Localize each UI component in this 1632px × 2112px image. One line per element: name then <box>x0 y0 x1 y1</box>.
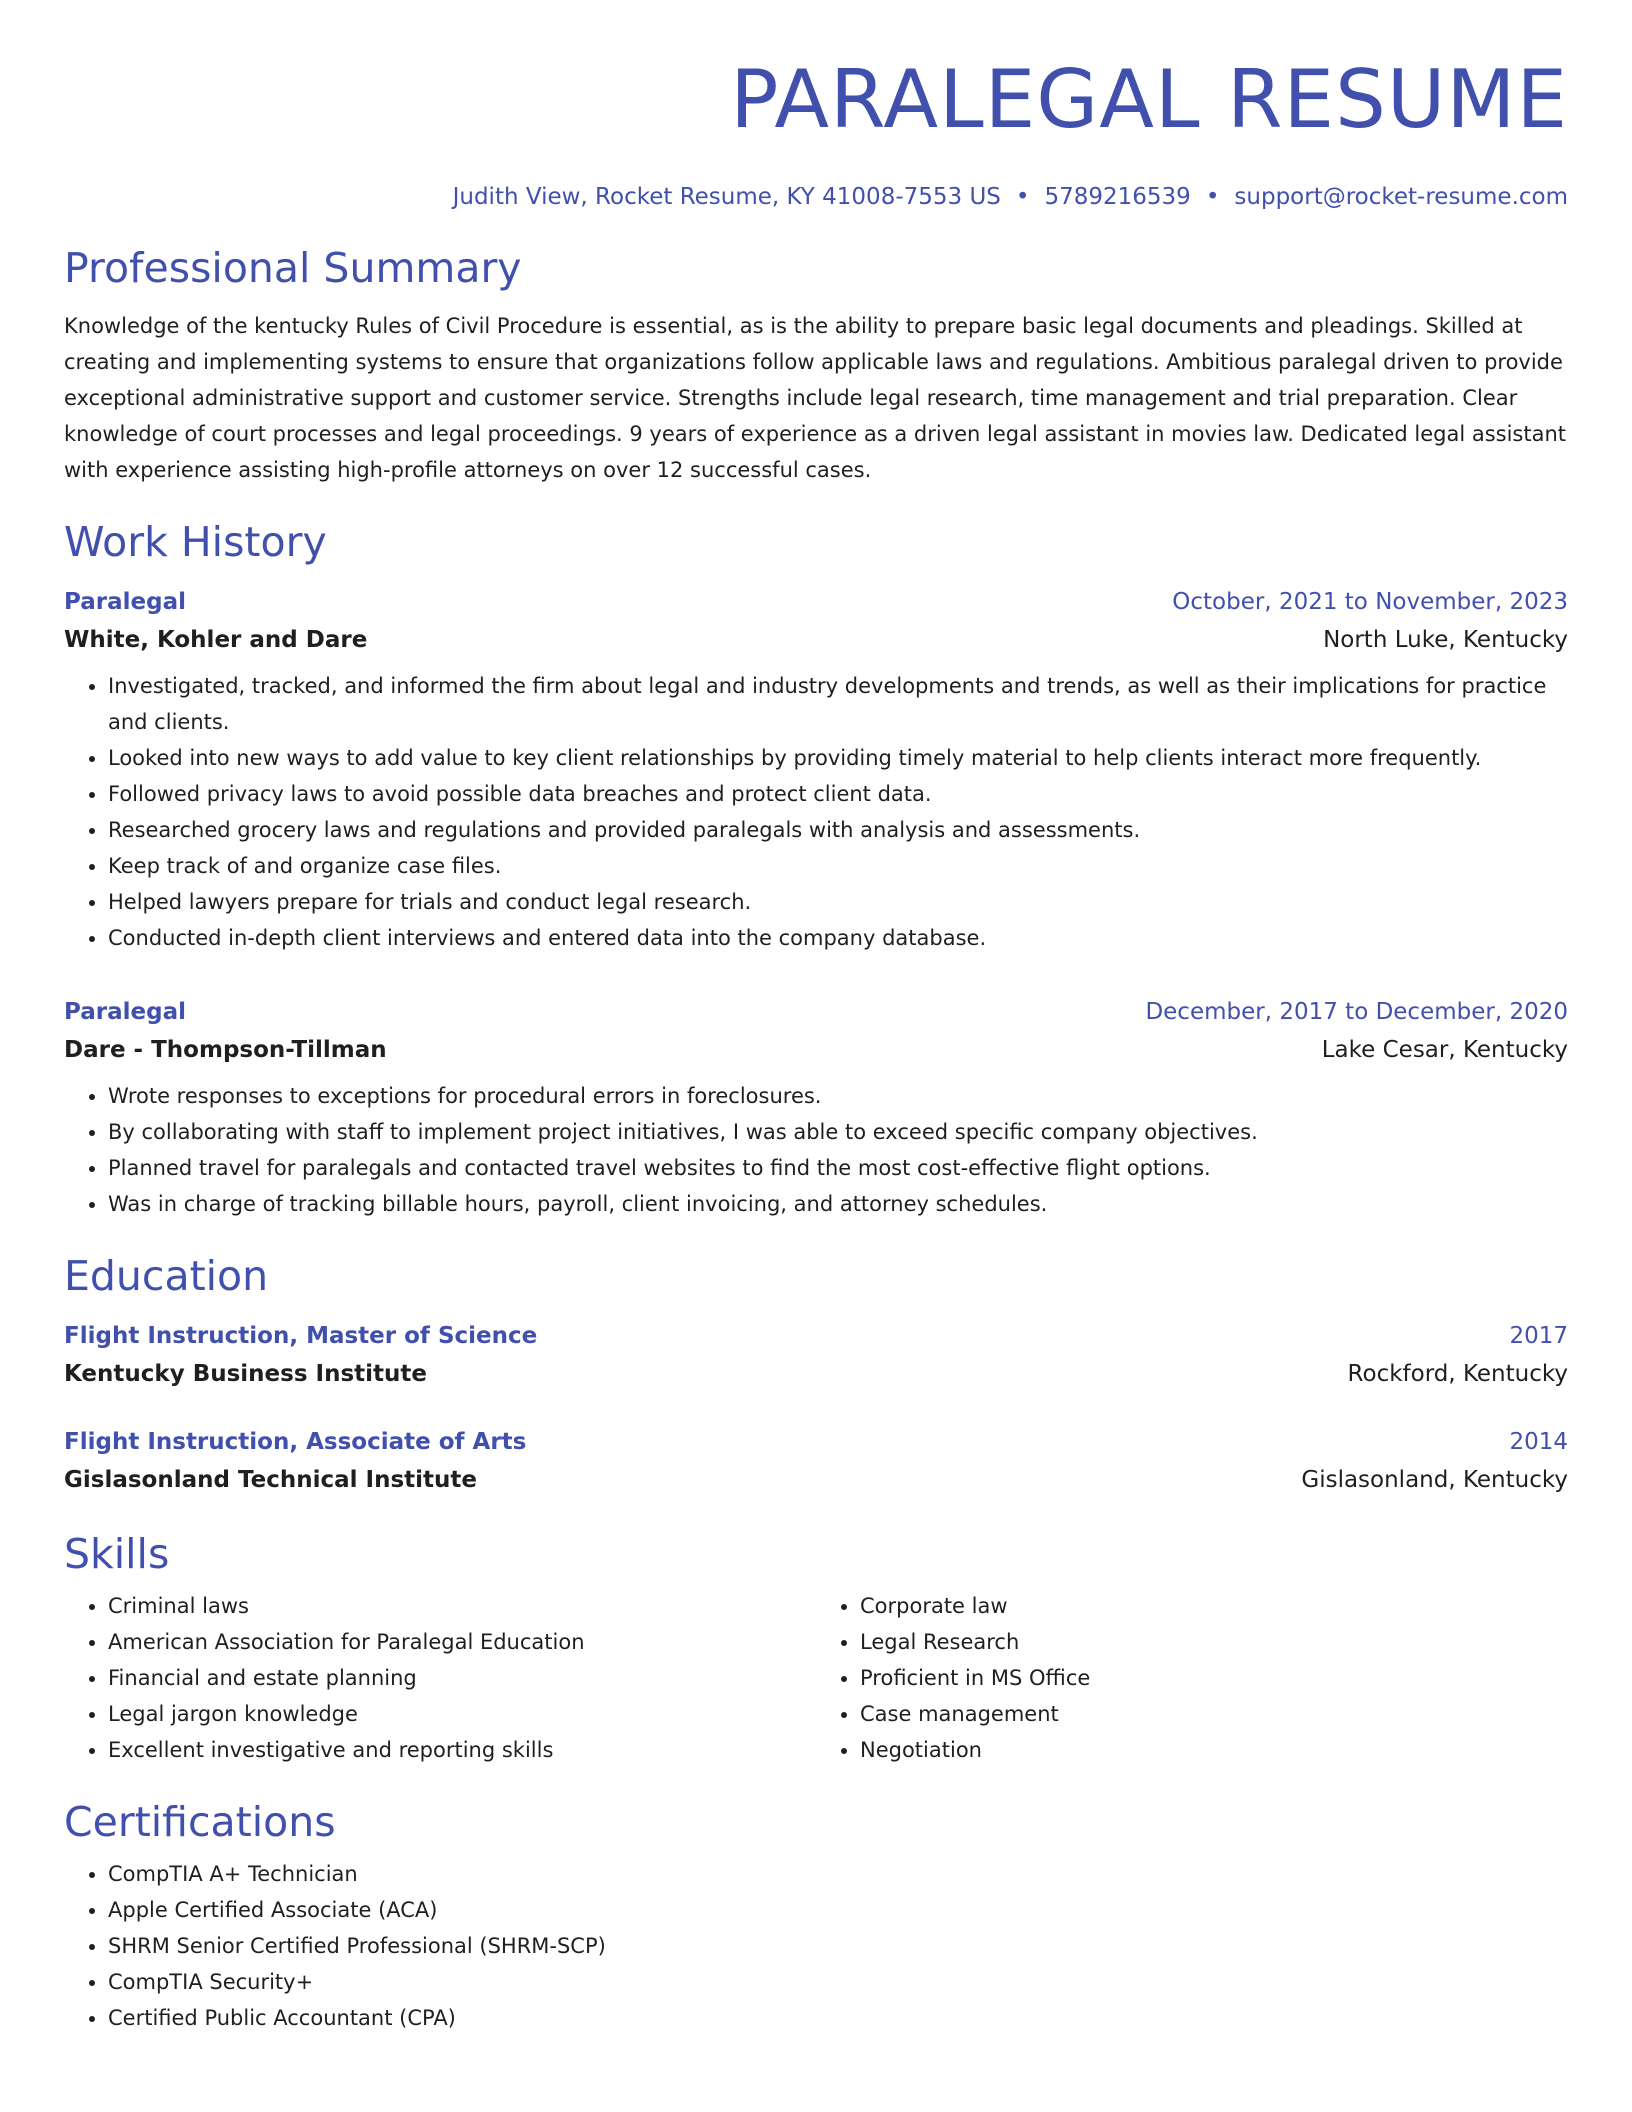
skill-item: • Case management <box>860 1696 1568 1732</box>
certification-item: • CompTIA Security+ <box>108 1964 1568 2000</box>
job-bullet: • Researched grocery laws and regulations and provided paralegals with analysis and assessments. <box>108 812 1568 848</box>
job-bullets <box>64 1078 1568 1222</box>
job-company: Dare - Thompson-Tillman <box>64 1037 387 1063</box>
skill-item: • Corporate law <box>860 1588 1568 1624</box>
certification-item: • Apple Certified Associate (ACA) <box>108 1892 1568 1928</box>
job-entry <box>64 994 1568 1222</box>
skill-item: • Criminal laws <box>108 1588 816 1624</box>
skills-list-right <box>816 1588 1568 1768</box>
education-location: Gislasonland, Kentucky <box>1301 1467 1568 1493</box>
contact-phone: 5789216539 <box>1044 184 1191 210</box>
education-degree: Flight Instruction, Master of Science <box>64 1323 538 1349</box>
contact-address: Judith View, Rocket Resume, KY 41008-7553 US <box>452 184 1001 210</box>
job-dates: October, 2021 to November, 2023 <box>1172 589 1568 615</box>
work-history-heading: Work History <box>64 518 327 566</box>
contact-separator: • <box>1205 184 1220 210</box>
education-degree: Flight Instruction, Associate of Arts <box>64 1429 527 1455</box>
skill-item: • Financial and estate planning <box>108 1660 816 1696</box>
education-school: Kentucky Business Institute <box>64 1361 427 1387</box>
certifications-heading: Certifications <box>64 1798 336 1846</box>
job-bullet: • Helped lawyers prepare for trials and conduct legal research. <box>108 884 1568 920</box>
job-bullet: • By collaborating with staff to implement project initiatives, I was able to exceed specific company objectives. <box>108 1114 1568 1150</box>
contact-email: support@rocket-resume.com <box>1234 184 1568 210</box>
job-bullet: • Keep track of and organize case files. <box>108 848 1568 884</box>
job-title: Paralegal <box>64 999 186 1025</box>
job-entry <box>64 584 1568 956</box>
job-dates: December, 2017 to December, 2020 <box>1145 999 1568 1025</box>
skills-list-left <box>64 1588 816 1768</box>
education-entry <box>64 1424 1568 1500</box>
job-bullet: • Conducted in-depth client interviews and entered data into the company database. <box>108 920 1568 956</box>
summary-heading: Professional Summary <box>64 244 522 292</box>
job-bullet: • Was in charge of tracking billable hours, payroll, client invoicing, and attorney schedules. <box>108 1186 1568 1222</box>
job-bullet: • Investigated, tracked, and informed the firm about legal and industry developments and trends, as well as their implications for practice and clients. <box>108 668 1568 740</box>
job-bullet: • Wrote responses to exceptions for procedural errors in foreclosures. <box>108 1078 1568 1114</box>
education-entry <box>64 1318 1568 1394</box>
job-bullet: • Planned travel for paralegals and contacted travel websites to find the most cost-effective flight options. <box>108 1150 1568 1186</box>
job-title: Paralegal <box>64 589 186 615</box>
contact-line <box>64 182 1568 212</box>
skill-item: • Legal Research <box>860 1624 1568 1660</box>
education-school: Gislasonland Technical Institute <box>64 1467 477 1493</box>
job-bullet: • Looked into new ways to add value to key client relationships by providing timely material to help clients interact more frequently. <box>108 740 1568 776</box>
certification-item: • SHRM Senior Certified Professional (SHRM-SCP) <box>108 1928 1568 1964</box>
job-bullet: • Followed privacy laws to avoid possible data breaches and protect client data. <box>108 776 1568 812</box>
summary-text: Knowledge of the kentucky Rules of Civil Procedure is essential, as is the ability to prepare basic legal documents and pleadings. Skilled at creating and implementing systems to ensure that organizations follow applicable laws and regulations. Ambitious paralegal driven to provide exceptional administrative support and customer service. Strengths include legal research, time management and trial preparation. Clear knowledge of court processes and legal proceedings. 9 years of experience as a driven legal assistant in movies law. Dedicated legal assistant with experience assisting high-profile attorneys on over 12 successful cases. <box>64 314 1567 482</box>
skill-item: • Excellent investigative and reporting skills <box>108 1732 816 1768</box>
skill-item: • Legal jargon knowledge <box>108 1696 816 1732</box>
skill-item: • Negotiation <box>860 1732 1568 1768</box>
job-bullets <box>64 668 1568 956</box>
job-company: White, Kohler and Dare <box>64 627 368 653</box>
skill-item: • American Association for Paralegal Education <box>108 1624 816 1660</box>
education-year: 2017 <box>1509 1323 1568 1349</box>
skills-heading: Skills <box>64 1530 170 1578</box>
education-year: 2014 <box>1509 1429 1568 1455</box>
certifications-list <box>64 1856 1568 2036</box>
skills-grid <box>64 1588 1568 1768</box>
skill-item: • Proficient in MS Office <box>860 1660 1568 1696</box>
job-location: North Luke, Kentucky <box>1323 627 1568 653</box>
resume-title: PARALEGAL RESUME <box>730 53 1568 146</box>
certification-item: • Certified Public Accountant (CPA) <box>108 2000 1568 2036</box>
education-heading: Education <box>64 1252 269 1300</box>
education-location: Rockford, Kentucky <box>1347 1361 1568 1387</box>
job-location: Lake Cesar, Kentucky <box>1321 1037 1568 1063</box>
contact-separator: • <box>1015 184 1030 210</box>
certification-item: • CompTIA A+ Technician <box>108 1856 1568 1892</box>
